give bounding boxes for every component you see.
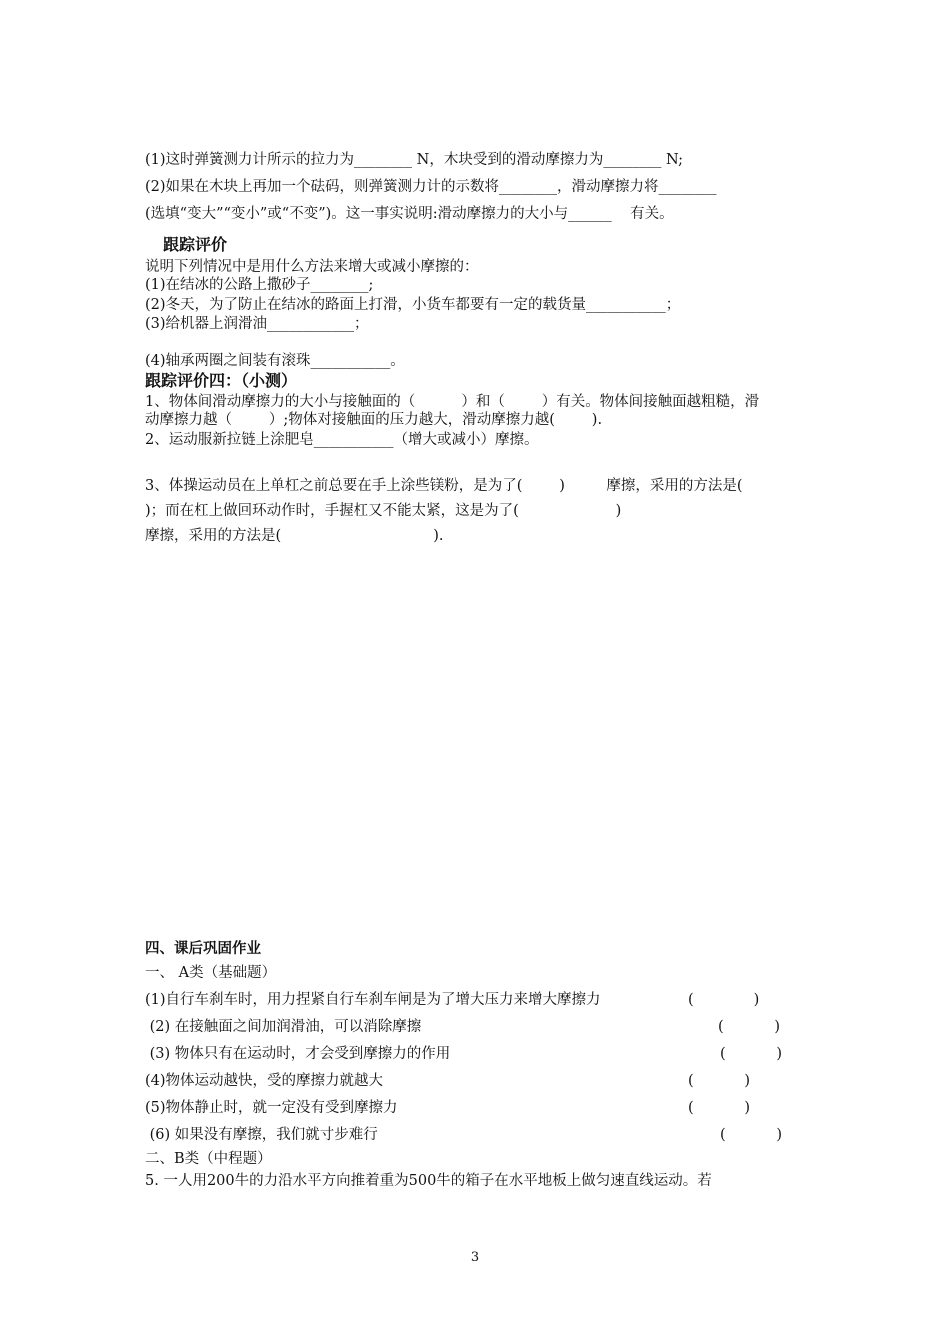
track1-item-2: (2)冬天，为了防止在结冰的路面上打滑，小货车都要有一定的载货量___________； — [145, 297, 681, 313]
top-question-1: (1)这时弹簧测力计所示的拉力为________ N，木块受到的滑动摩擦力为________ N; — [145, 152, 683, 168]
top-question-2: (2)如果在木块上再加一个砝码，则弹簧测力计的示数将________，滑动摩擦力将________ — [145, 179, 717, 195]
track1-intro: 说明下列情况中是用什么方法来增大或减小摩擦的： — [145, 259, 479, 275]
track1-item-4: (4)轴承两圈之间装有滚珠___________。 — [145, 353, 405, 369]
list-item: (6) 如果没有摩擦，我们就寸步难行 — [145, 1127, 378, 1143]
answer-paren: ( ) — [718, 1019, 781, 1035]
track4-q3c: 摩擦，采用的方法是( ). — [145, 528, 444, 544]
track4-q3b: )；而在杠上做回环动作时，手握杠又不能太紧，这是为了( ) — [145, 503, 622, 519]
question-5: 5. 一人用200牛的力沿水平方向推着重为500牛的箱子在水平地板上做匀速直线运动。若 — [145, 1173, 712, 1189]
list-item: (3) 物体只有在运动时，才会受到摩擦力的作用 — [145, 1046, 451, 1062]
track1-item-1: (1)在结冰的公路上撒砂子________; — [145, 277, 374, 293]
answer-paren: ( ) — [688, 1100, 751, 1116]
section-a-heading: 一、 A类（基础题） — [145, 965, 277, 981]
answer-paren: ( ) — [720, 1127, 783, 1143]
track4-q1a: 1、物体间滑动摩擦力的大小与接触面的（ ）和（ ）有关。物体间接触面越粗糙，滑 — [145, 394, 760, 410]
section-b-heading: 二、B类（中程题） — [145, 1151, 272, 1167]
track1-item-3: (3)给机器上润滑油____________； — [145, 316, 369, 332]
page-number: 3 — [470, 1250, 480, 1265]
track4-q1b: 动摩擦力越（ ）;物体对接触面的压力越大，滑动摩擦力越( ). — [145, 412, 603, 428]
answer-paren: ( ) — [688, 992, 760, 1008]
homework-heading: 四、课后巩固作业 — [145, 941, 261, 957]
list-item: (4)物体运动越快，受的摩擦力就越大 — [145, 1073, 384, 1089]
track4-q2: 2、运动服新拉链上涂肥皂___________（增大或减小）摩擦。 — [145, 432, 539, 448]
list-item: (5)物体静止时，就一定没有受到摩擦力 — [145, 1100, 398, 1116]
list-item: (2) 在接触面之间加润滑油，可以消除摩擦 — [145, 1019, 422, 1035]
track4-q3a: 3、体操运动员在上单杠之前总要在手上涂些镁粉，是为了( ) 摩擦，采用的方法是( — [145, 478, 743, 494]
section-heading-track4: 跟踪评价四：（小测） — [145, 371, 298, 390]
top-question-2b: (选填“变大”“变小”或“不变”)。这一事实说明:滑动摩擦力的大小与______ 有关。 — [145, 206, 674, 222]
list-item: (1)自行车刹车时，用力捏紧自行车刹车闸是为了增大压力来增大摩擦力 — [145, 992, 601, 1008]
answer-paren: ( ) — [688, 1073, 751, 1089]
section-heading-track1: 跟踪评价 — [163, 235, 228, 254]
answer-paren: ( ) — [720, 1046, 783, 1062]
